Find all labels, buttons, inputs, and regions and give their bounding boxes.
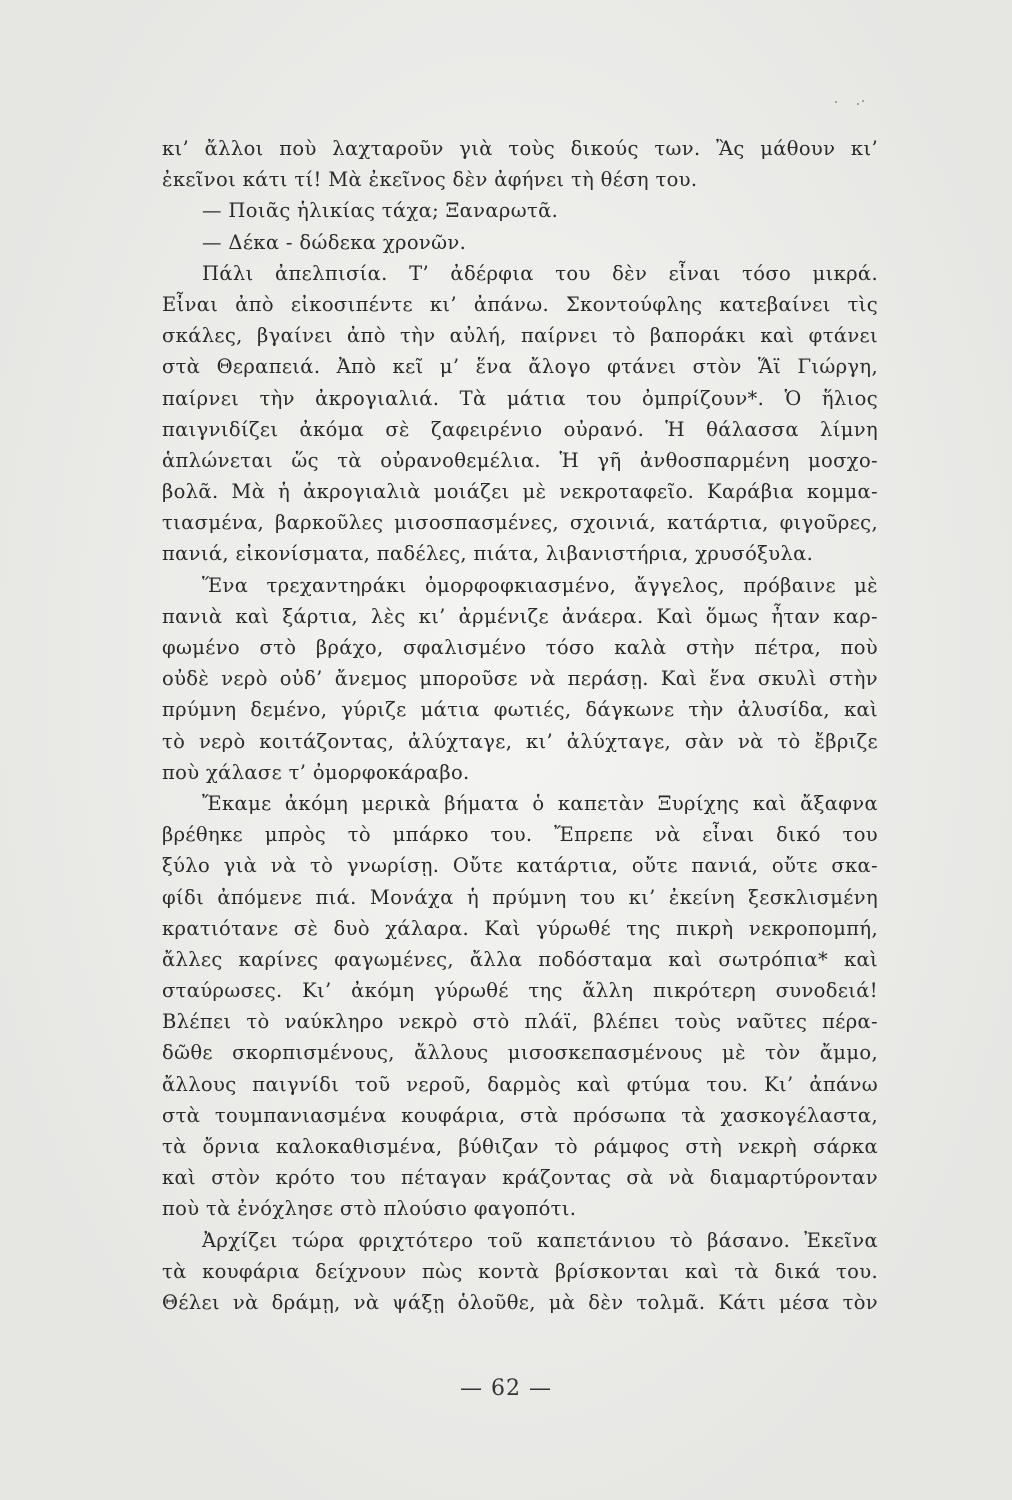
text-line: στὰ τουμπανιασμένα κουφάρια, στὰ πρόσωπα τὰ χασκογέλαστα,: [162, 1103, 878, 1127]
text-line: ἄλλες καρίνες φαγωμένες, ἄλλα ποδόσταμα καὶ σωτρόπια* καὶ: [162, 947, 878, 971]
text-line: τὰ ὄρνια καλοκαθισμένα, βύθιζαν τὸ ράμφος στὴ νεκρὴ σάρκα: [162, 1135, 878, 1158]
text-line: τιασμένα, βαρκοῦλες μισοσπασμένες, σχοινιά, κατάρτια, φιγοῦρες,: [162, 511, 878, 535]
text-line: πανιὰ καὶ ξάρτια, λὲς κι’ ἀρμένιζε ἀνάερα. Καὶ ὅμως ἦταν καρ-: [162, 604, 878, 628]
text-line: ποὺ τὰ ἐνόχλησε στὸ πλούσιο φαγοπότι.: [162, 1197, 577, 1221]
text-line: πανιά, εἰκονίσματα, παδέλες, πιάτα, λιβανιστήρια, χρυσόξυλα.: [162, 542, 814, 566]
body-text: [162, 133, 878, 1318]
paper-speck: [857, 103, 859, 105]
text-line: Ἕνα τρεχαντηράκι ὀμορφοφκιασμένο, ἄγγελος, πρόβαινε μὲ: [202, 573, 878, 597]
text-line: Βλέπει τὸ ναύκληρο νεκρὸ στὸ πλάϊ, βλέπει τοὺς ναῦτες πέρα-: [162, 1010, 878, 1034]
text-line: σταύρωσες. Κι’ ἀκόμη γύρωθέ της ἄλλη πικρότερη συνοδειά!: [162, 979, 878, 1003]
dialogue-line: — Ποιᾶς ἡλικίας τάχα; Ξαναρωτᾶ.: [202, 199, 559, 223]
text-line: βρέθηκε μπρὸς τὸ μπάρκο του. Ἔπρεπε νὰ εἶναι δικό του: [162, 823, 878, 847]
text-line: Πάλι ἀπελπισία. Τ’ ἀδέρφια του δὲν εἶναι τόσο μικρά.: [202, 261, 878, 285]
text-line: ποὺ χάλασε τ’ ὀμορφοκάραβο.: [162, 760, 470, 784]
text-line: Ἔκαμε ἀκόμη μερικὰ βήματα ὁ καπετὰν Ξυρίχης καὶ ἄξαφνα: [202, 791, 878, 815]
text-line: τὰ κουφάρια δείχνουν πὼς κοντὰ βρίσκονται καὶ τὰ δικά του.: [162, 1259, 878, 1283]
text-line: σκάλες, βγαίνει ἀπὸ τὴν αὐλή, παίρνει τὸ βαποράκι καὶ φτάνει: [162, 324, 878, 348]
text-line: Εἶναι ἀπὸ εἰκοσιπέντε κι’ ἀπάνω. Σκοντούφλης κατεβαίνει τὶς: [162, 292, 878, 316]
page-number: — 62 —: [460, 1376, 552, 1401]
text-line: Ἀρχίζει τώρα φριχτότερο τοῦ καπετάνιου τὸ βάσανο. Ἐκεῖνα: [202, 1228, 878, 1252]
text-line: ἐκεῖνοι κάτι τί! Μὰ ἐκεῖνος δὲν ἀφήνει τὴ θέση του.: [162, 168, 698, 192]
text-line: φωμένο στὸ βράχο, σφαλισμένο τόσο καλὰ στὴν πέτρα, ποὺ: [162, 636, 878, 659]
text-line: τὸ νερὸ κοιτάζοντας, ἀλύχταγε, κι’ ἀλύχταγε, σὰν νὰ τὸ ἔβριζε: [162, 729, 878, 753]
paper-speck: [835, 101, 837, 103]
text-line: παίρνει τὴν ἀκρογιαλιά. Τὰ μάτια του ὀμπρίζουν*. Ὁ ἥλιος: [162, 386, 878, 410]
dialogue-line: — Δέκα - δώδεκα χρονῶν.: [202, 230, 467, 254]
text-line: κι’ ἄλλοι ποὺ λαχταροῦν γιὰ τοὺς δικούς των. Ἂς μάθουν κι’: [162, 137, 878, 160]
text-line: Θέλει νὰ δράμῃ, νὰ ψάξῃ ὁλοῦθε, μὰ δὲν τολμᾶ. Κάτι μέσα τὸν: [162, 1290, 878, 1314]
text-line: βολᾶ. Μὰ ἡ ἀκρογιαλιὰ μοιάζει μὲ νεκροταφεῖο. Καράβια κομμα-: [162, 480, 878, 504]
text-line: στὰ Θεραπειά. Ἀπὸ κεῖ μ’ ἕνα ἄλογο φτάνει στὸν Ἅϊ Γιώργη,: [162, 355, 878, 379]
text-line: ἄλλους παιγνίδι τοῦ νεροῦ, δαρμὸς καὶ φτύμα του. Κι’ ἀπάνω: [162, 1072, 878, 1096]
text-line: κρατιότανε σὲ δυὸ χάλαρα. Καὶ γύρωθέ της πικρὴ νεκροπομπή,: [162, 916, 878, 940]
text-line: οὐδὲ νερὸ οὐδ’ ἄνεμος μποροῦσε νὰ περάσῃ. Καὶ ἕνα σκυλὶ στὴν: [162, 667, 878, 691]
text-line: δῶθε σκορπισμένους, ἄλλους μισοσκεπασμένους μὲ τὸν ἄμμο,: [162, 1041, 878, 1065]
text-line: πρύμνη δεμένο, γύριζε μάτια φωτιές, δάγκωνε τὴν ἀλυσίδα, καὶ: [162, 698, 878, 722]
text-line: ξύλο γιὰ νὰ τὸ γνωρίσῃ. Οὔτε κατάρτια, οὔτε πανιά, οὔτε σκα-: [162, 854, 878, 878]
paper-speck: [862, 100, 864, 102]
text-line: ἁπλώνεται ὥς τὰ οὐρανοθεμέλια. Ἡ γῆ ἀνθοσπαρμένη μοσχο-: [162, 448, 878, 472]
text-line: καὶ στὸν κρότο του πέταγαν κράζοντας σὰ νὰ διαμαρτύρονταν: [162, 1166, 878, 1190]
text-line: φίδι ἀπόμενε πιά. Μονάχα ἡ πρύμνη του κι’ ἐκείνη ξεσκλισμένη: [162, 885, 878, 909]
text-line: παιγνιδίζει ἀκόμα σὲ ζαφειρένιο οὐρανό. Ἡ θάλασσα λίμνη: [162, 417, 878, 441]
